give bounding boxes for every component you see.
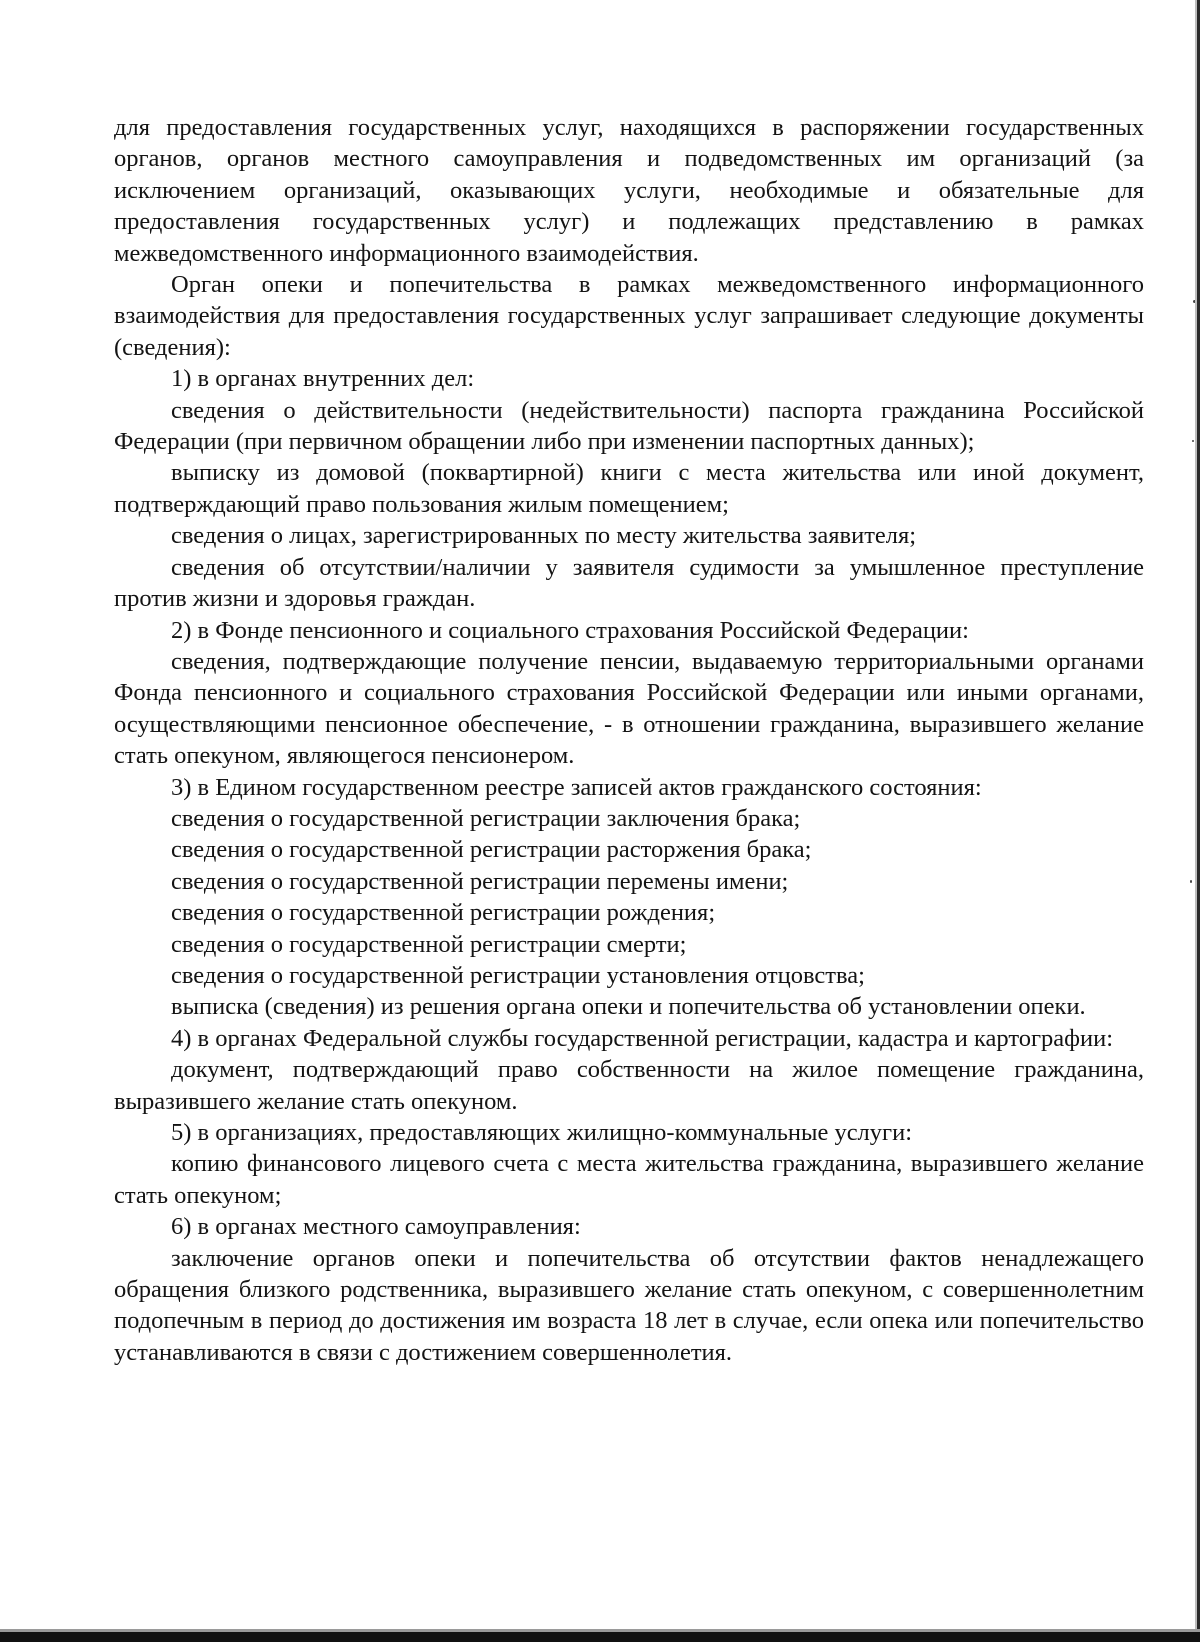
paragraph-house-book-extract: выписку из домовой (поквартирной) книги с места жительства или иной документ, подтверждающий право пользования жилым помещением;: [114, 459, 1144, 518]
paragraph-criminal-record: сведения об отсутствии/наличии у заявителя судимости за умышленное преступление против жизни и здоровья граждан.: [114, 553, 1144, 613]
list-item-pension-fund: 2) в Фонде пенсионного и социального страхования Российской Федерации:: [171, 616, 969, 644]
paragraph-intro: для предоставления государственных услуг, находящихся в распоряжении государственных органов, органов местного самоуправления и подведомственных им организаций (за исключением организаций, оказывающих услуги, необходимые и обязательные для предоставления государственных услуг) и подлежащих представлению в рамках межведомственного информационного взаимодействия.: [114, 114, 1144, 267]
paragraph-paternity-registration: сведения о государственной регистрации установления отцовства;: [171, 961, 865, 989]
paragraph-name-change-registration: сведения о государственной регистрации перемены имени;: [171, 867, 789, 895]
paragraph-ownership-document: документ, подтверждающий право собственности на жилое помещение гражданина, выразившего желание стать опекуном.: [114, 1056, 1144, 1115]
paragraph-account-copy: копию финансового лицевого счета с места жительства гражданина, выразившего желание стать опекуном;: [114, 1150, 1144, 1209]
list-item-rosreestr: 4) в органах Федеральной службы государственной регистрации, кадастра и картографии:: [171, 1024, 1114, 1052]
paragraph-pension-info: сведения, подтверждающие получение пенсии, выдаваемую территориальными органами Фонда пенсионного и социального страхования Российской Федерации или иными органами, осуществляющими пенсионное обеспечение, - в отношении гражданина, выразившего желание стать опекуном, являющегося пенсионером.: [114, 647, 1144, 770]
paragraph-guardianship-conclusion: заключение органов опеки и попечительства об отсутствии фактов ненадлежащего обращения близкого родственника, выразившего желание стать опекуном, с совершеннолетним подопечным в период до достижения им возраста 18 лет в случае, если опека или попечительство устанавливаются в связи с достижением совершеннолетия.: [114, 1244, 1144, 1366]
paragraph-passport-validity: сведения о действительности (недействительности) паспорта гражданина Российской Федерации (при первичном обращении либо при изменении паспортных данных);: [114, 396, 1144, 456]
paragraph-marriage-registration: сведения о государственной регистрации заключения брака;: [171, 804, 801, 832]
list-item-housing-services: 5) в организациях, предоставляющих жилищно-коммунальные услуги:: [171, 1119, 913, 1146]
list-item-local-government: 6) в органах местного самоуправления:: [171, 1213, 581, 1241]
scan-speck: [1190, 880, 1192, 883]
list-item-internal-affairs: 1) в органах внутренних дел:: [171, 365, 475, 393]
paragraph-guardianship-decision-extract: выписка (сведения) из решения органа опеки и попечительства об установлении опеки.: [171, 993, 1086, 1021]
scan-speck: [1192, 440, 1194, 442]
scan-edge-bottom: [0, 1632, 1200, 1642]
paragraph-birth-registration: сведения о государственной регистрации рождения;: [171, 899, 716, 927]
list-item-civil-registry: 3) в Едином государственном реестре записей актов гражданского состояния:: [171, 773, 982, 801]
paragraph-divorce-registration: сведения о государственной регистрации расторжения брака;: [171, 836, 812, 864]
paragraph-death-registration: сведения о государственной регистрации смерти;: [171, 930, 687, 958]
paragraph-request-intro: Орган опеки и попечительства в рамках межведомственного информационного взаимодействия для предоставления государственных услуг запрашивает следующие документы (сведения):: [114, 271, 1144, 361]
paragraph-registered-persons: сведения о лицах, зарегистрированных по месту жительства заявителя;: [171, 522, 917, 550]
document-body: [114, 112, 1144, 1368]
